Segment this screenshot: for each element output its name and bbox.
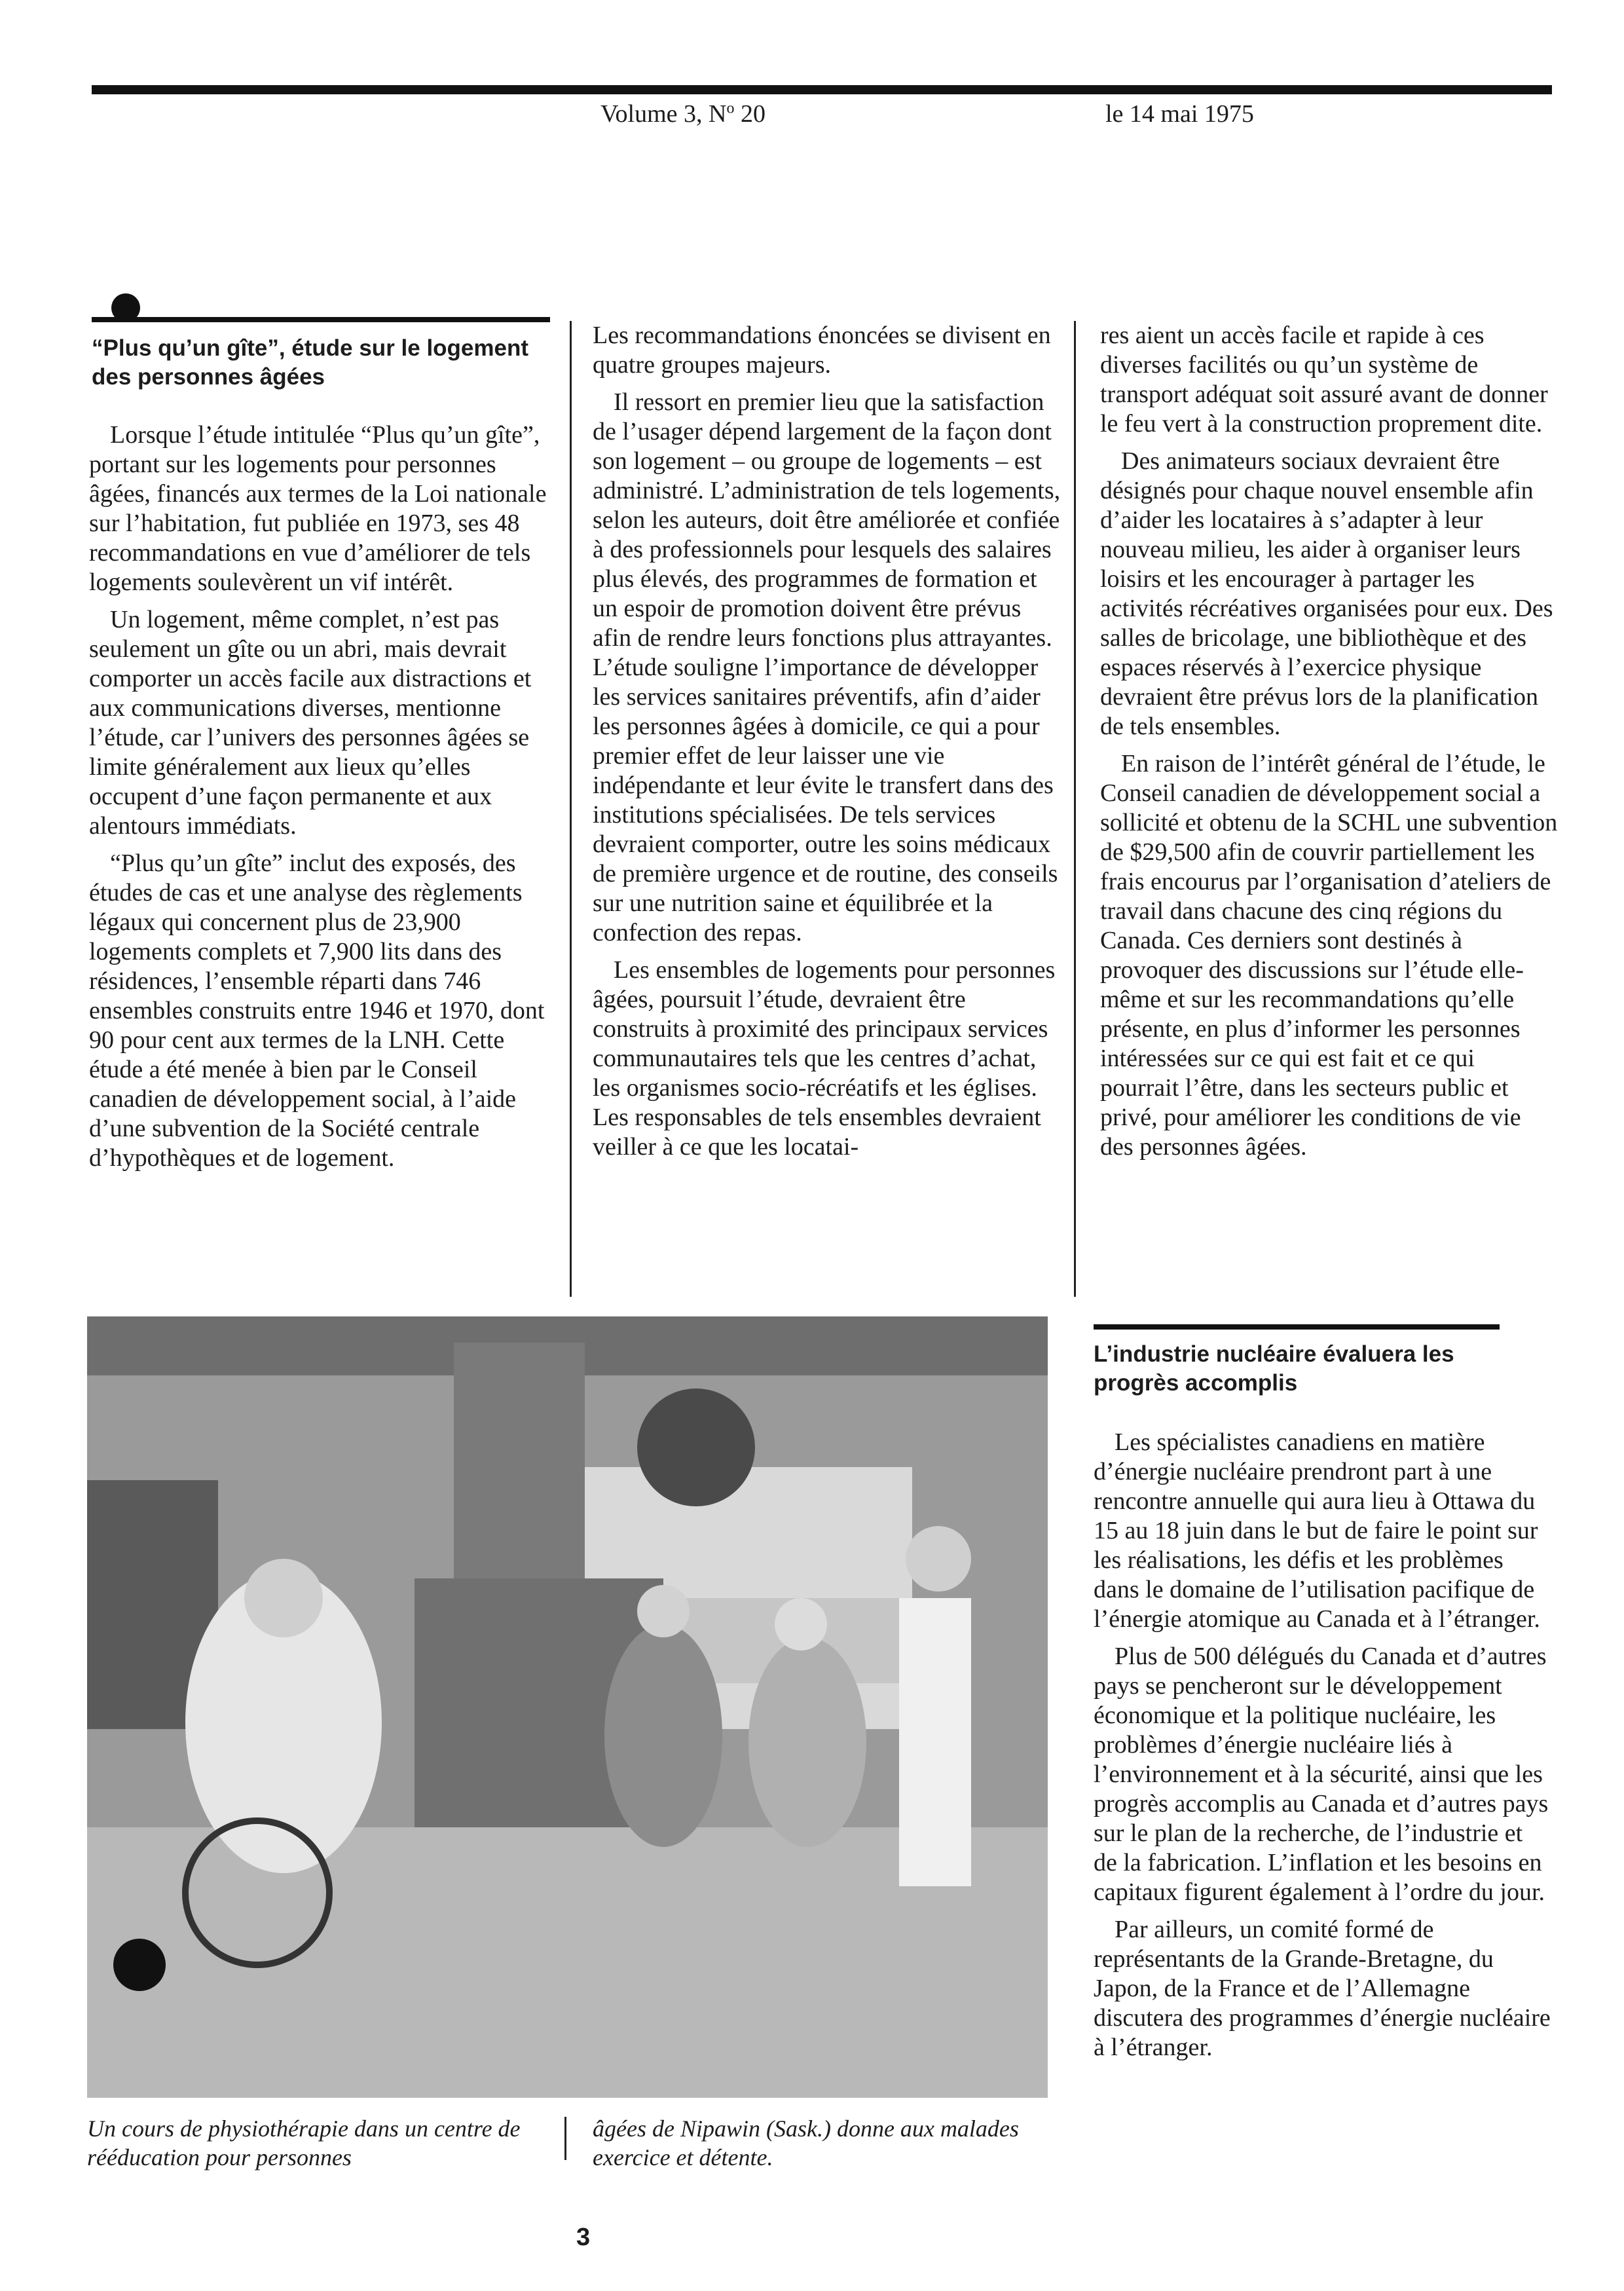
article2-body — [1094, 1428, 1552, 2070]
photo-caption-right: âgées de Nipawin (Sask.) donne aux malades exercice et détente. — [593, 2115, 1019, 2170]
paragraph: Des animateurs sociaux devraient être désignés pour chaque nouvel ensemble afin d’aider les locataires à s’adapter à leur nouveau milieu, les aider à organiser leurs loisirs et les encourager à partager les activités récréatives organisées pour eux. Des salles de bricolage, une bibliothèque et des espaces réservés à l’exercice physique devraient être prévus lors de la planification de tels ensembles. — [1100, 447, 1553, 740]
article1-column-3 — [1100, 321, 1559, 1170]
paragraph: Par ailleurs, un comité formé de représentants de la Grande-Bretagne, du Japon, de la France et de l’Allemagne discutera des programmes d’énergie nucléaire à l’étranger. — [1094, 1916, 1551, 2061]
paragraph: Il ressort en premier lieu que la satisfaction de l’usager dépend largement de la façon dont son logement – ou groupe de logements – est administré. L’administration de tels logements, selon les auteurs, doit être améliorée et confiée à des professionnels pour lesquels des salaires plus élevés, des programmes de formation et un espoir de promotion doivent être prévus afin de rendre leurs fonctions plus attrayantes. L’étude souligne l’importance de développer les services sanitaires préventifs, afin d’aider les personnes âgées à domicile, ce qui a pour premier effet de leur laisser une vie indépendante et leur évite le transfert dans des institutions spécialisées. De tels services devraient comporter, outre les soins médicaux de première urgence et de routine, des conseils sur une nutrition saine et équilibrée et la confection des repas. — [593, 388, 1061, 946]
paragraph: “Plus qu’un gîte” inclut des exposés, des études de cas et une analyse des règlements légaux qui concernent plus de 23,900 logements complets et 7,900 lits dans des résidences, l’ensemble réparti dans 746 ensembles construits entre 1946 et 1970, dont 90 pour cent aux termes de la LNH. Cette étude a été menée à bien par le Conseil canadien de développement social, à l’aide d’une subvention de la Société centrale d’hypothèques et de logement. — [89, 849, 545, 1172]
column-divider — [1074, 321, 1076, 1297]
paragraph: Les ensembles de logements pour personnes âgées, poursuit l’étude, devraient être construits à proximité des principaux services communautaires tels que les centres d’achat, les organismes socio-récréatifs et les églises. Les responsables de tels ensembles devraient veiller à ce que les locatai- — [593, 956, 1056, 1161]
paragraph: res aient un accès facile et rapide à ces diverses facilités ou qu’un système de transport adéquat soit assuré avant de donner le feu vert à la construction proprement dite. — [1100, 322, 1548, 438]
paragraph: Les recommandations énoncées se divisent en quatre groupes majeurs. — [593, 322, 1051, 379]
article2-title-rule — [1094, 1324, 1500, 1330]
paragraph: En raison de l’intérêt général de l’étude, le Conseil canadien de développement social a sollicité et obtenu de la SCHL une subvention de $29,500 afin de couvrir partiellement les frais encourus par l’organisation d’ateliers de travail dans chacune des cinq régions du Canada. Ces derniers sont destinés à provoquer des discussions sur l’étude elle-même et sur les recommandations qu’elle présente, en plus d’informer les personnes intéressées sur ce qui est fait et ce qui pourrait l’être, dans les secteurs public et privé, pour améliorer les conditions de vie des personnes âgées. — [1100, 750, 1558, 1161]
paragraph: Plus de 500 délégués du Canada et d’autres pays se pencheront sur le développement économique et la politique nucléaire, les problèmes d’énergie nucléaire liés à l’environnement et à la sécurité, ainsi que les progrès accomplis au Canada et d’autres pays sur le plan de la recherche, de l’industrie et de la fabrication. L’inflation et les besoins en capitaux figurent également à l’ordre du jour. — [1094, 1643, 1549, 1906]
paragraph: Lorsque l’étude intitulée “Plus qu’un gîte”, portant sur les logements pour personnes âgées, financés aux termes de la Loi nationale sur l’habitation, fut publiée en 1973, ses 48 recommandations en vue d’améliorer de tels logements soulevèrent un vif intérêt. — [89, 421, 547, 596]
article1-title-rule — [92, 317, 550, 322]
caption-divider — [564, 2117, 566, 2160]
photo-caption-left: Un cours de physiothérapie dans un centre de rééducation pour personnes — [87, 2115, 521, 2170]
article1-column-1 — [89, 420, 547, 1181]
physiotherapy-photo — [87, 1316, 1048, 2098]
header-rule — [92, 85, 1552, 94]
volume-superscript: o — [726, 100, 735, 117]
issue-date: le 14 mai 1975 — [1105, 100, 1254, 128]
paragraph: Un logement, même complet, n’est pas seulement un gîte ou un abri, mais devrait comporter un accès facile aux distractions et aux communications diverses, mentionne l’étude, car l’univers des personnes âgées se limite généralement aux lieux qu’elles occupent d’une façon permanente et aux alentours immédiats. — [89, 606, 532, 840]
volume-label: Volume 3, $N^o$ 20 — [600, 100, 766, 128]
column-divider — [570, 321, 572, 1297]
paragraph: Les spécialistes canadiens en matière d’énergie nucléaire prendront part à une rencontre annuelle qui aura lieu à Ottawa du 15 au 18 juin dans le but de faire le point sur les réalisations, les défis et les problèmes dans le domaine de l’utilisation pacifique de l’énergie atomique au Canada et à l’étranger. — [1094, 1428, 1540, 1633]
page-number: 3 — [576, 2224, 591, 2251]
article1-column-2 — [593, 321, 1064, 1170]
article2-title: L’industrie nucléaire évaluera les progrès accomplis — [1094, 1341, 1454, 1396]
article1-title: “Plus qu’un gîte”, étude sur le logement des personnes âgées — [92, 335, 529, 390]
photo-illustration — [87, 1316, 1048, 2098]
